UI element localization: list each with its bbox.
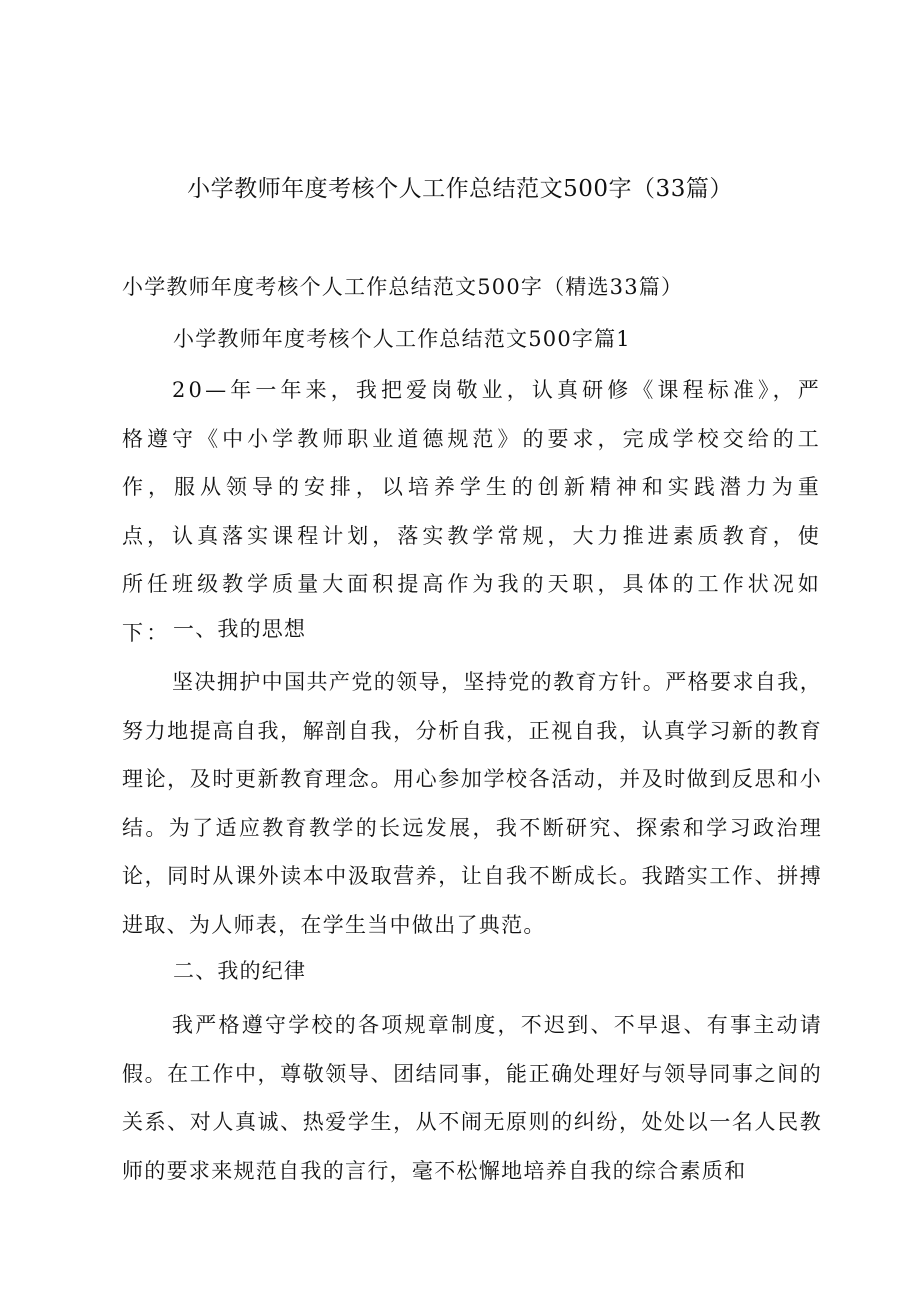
section-heading-discipline: 二、我的纪律	[173, 959, 307, 983]
chapter-heading: 小学教师年度考核个人工作总结范文500字篇1	[173, 327, 631, 351]
section-paragraph-discipline: 我严格遵守学校的各项规章制度，不迟到、不早退、有事主动请假。在工作中，尊敬领导、团结同事，能正确处理好与领导同事之间的关系、对人真诚、热爱学生，从不闹无原则的纠纷，处处以一名人民教师的要求来规范自我的言行，毫不松懈地培养自我的综合素质和	[122, 1013, 822, 1183]
section-heading-thought: 一、我的思想	[173, 617, 307, 641]
intro-paragraph: 20—年一年来，我把爱岗敬业，认真研修《课程标准》，严格遵守《中小学教师职业道德规范》的要求，完成学校交给的工作，服从领导的安排，以培养学生的创新精神和实践潜力为重点，认真落实课程计划，落实教学常规，大力推进素质教育，使所任班级教学质量大面积提高作为我的天职，具体的工作状况如下：	[122, 378, 822, 645]
document-subtitle: 小学教师年度考核个人工作总结范文500字（精选33篇）	[122, 275, 684, 299]
document-title: 小学教师年度考核个人工作总结范文500字（33篇）	[187, 176, 733, 202]
section-paragraph-thought: 坚决拥护中国共产党的领导，坚持党的教育方针。严格要求自我，努力地提高自我，解剖自我，分析自我，正视自我，认真学习新的教育理论，及时更新教育理念。用心参加学校各活动，并及时做到反思和小结。为了适应教育教学的长远发展，我不断研究、探索和学习政治理论，同时从课外读本中汲取营养，让自我不断成长。我踏实工作、拼搏进取、为人师表，在学生当中做出了典范。	[122, 670, 822, 937]
